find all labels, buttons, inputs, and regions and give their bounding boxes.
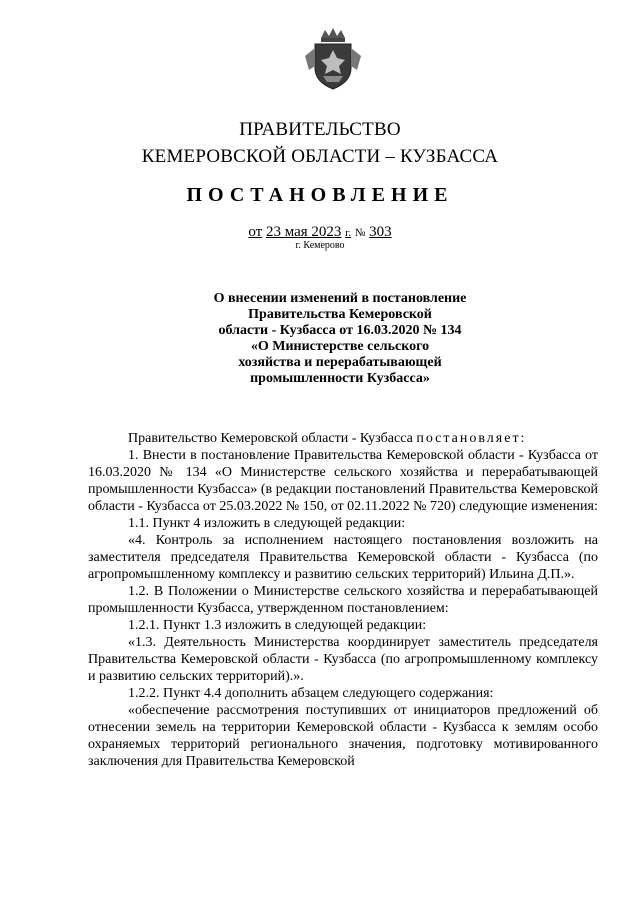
intro-word: постановляет: [416, 431, 527, 446]
intro-text: Правительство Кемеровской области - Кузбасса [128, 431, 413, 446]
title-line: «О Министерстве сельского [250, 339, 430, 354]
paragraph-1-2-1: 1.2.1. Пункт 1.3 изложить в следующей редакции: [128, 618, 427, 633]
number-sign: № [354, 227, 366, 239]
date-year-suffix: г. [345, 227, 352, 239]
title-line: промышленности Кузбасса» [250, 371, 430, 386]
paragraph-1-1: 1.1. Пункт 4 изложить в следующей редакции: [128, 516, 406, 531]
document-body [88, 430, 598, 770]
city-name: г. Кемерово [295, 240, 345, 251]
document-type: ПОСТАНОВЛЕНИЕ [186, 184, 454, 206]
date-value: 23 мая 2023 [265, 224, 342, 240]
date-prefix: от [248, 224, 263, 240]
paragraph-1-2: 1.2. В Положении о Министерстве сельского хозяйства и перерабатывающей промышленности Кузбасса, утвержденном постановлением: [88, 584, 598, 616]
document-title [150, 291, 530, 387]
coat-of-arms-emblem [303, 26, 363, 92]
document-number: 303 [369, 224, 392, 240]
government-name-line1: ПРАВИТЕЛЬСТВО [239, 119, 401, 140]
paragraph-1-1-text: «4. Контроль за исполнением настоящего постановления возложить на заместителя председателя Правительства Кемеровской области - Кузбасса (по агропромышленному комплексу и развитию сельских территорий) Ильина Д.П.». [88, 533, 598, 582]
title-line: хозяйства и перерабатывающей [238, 355, 442, 370]
kuzbass-emblem-icon [303, 26, 363, 92]
paragraph-1-2-1-text: «1.3. Деятельность Министерства координирует заместитель председателя Правительства Кемеровской области - Кузбасса (по агропромышленному комплексу и развитию сельских территорий).». [88, 635, 598, 684]
intro-paragraph [88, 430, 598, 447]
title-line: Правительства Кемеровской [248, 307, 432, 322]
date-number-line [0, 224, 640, 241]
government-name-line2: КЕМЕРОВСКОЙ ОБЛАСТИ – КУЗБАССА [141, 146, 499, 167]
title-line: О внесении изменений в постановление [213, 291, 467, 306]
paragraph-1: 1. Внести в постановление Правительства Кемеровской области - Кузбасса от 16.03.2020 № 134 «О Министерстве сельского хозяйства и перерабатывающей промышленности Кузбасса» (в редакции постановлений Правительства Кемеровской области - Кузбасса от 25.03.2022 № 150, от 02.11.2022 № 720) следующие изменения: [88, 448, 598, 514]
paragraph-1-2-2: 1.2.2. Пункт 4.4 дополнить абзацем следующего содержания: [128, 686, 494, 701]
paragraph-1-2-2-text: «обеспечение рассмотрения поступивших от инициаторов предложений об отнесении земель на территории Кемеровской области - Кузбасса к землям особо охраняемых территорий регионального значения, подготовку мотивированного заключения для Правительства Кемеровской [88, 703, 598, 769]
title-line: области - Кузбасса от 16.03.2020 № 134 [218, 323, 462, 338]
